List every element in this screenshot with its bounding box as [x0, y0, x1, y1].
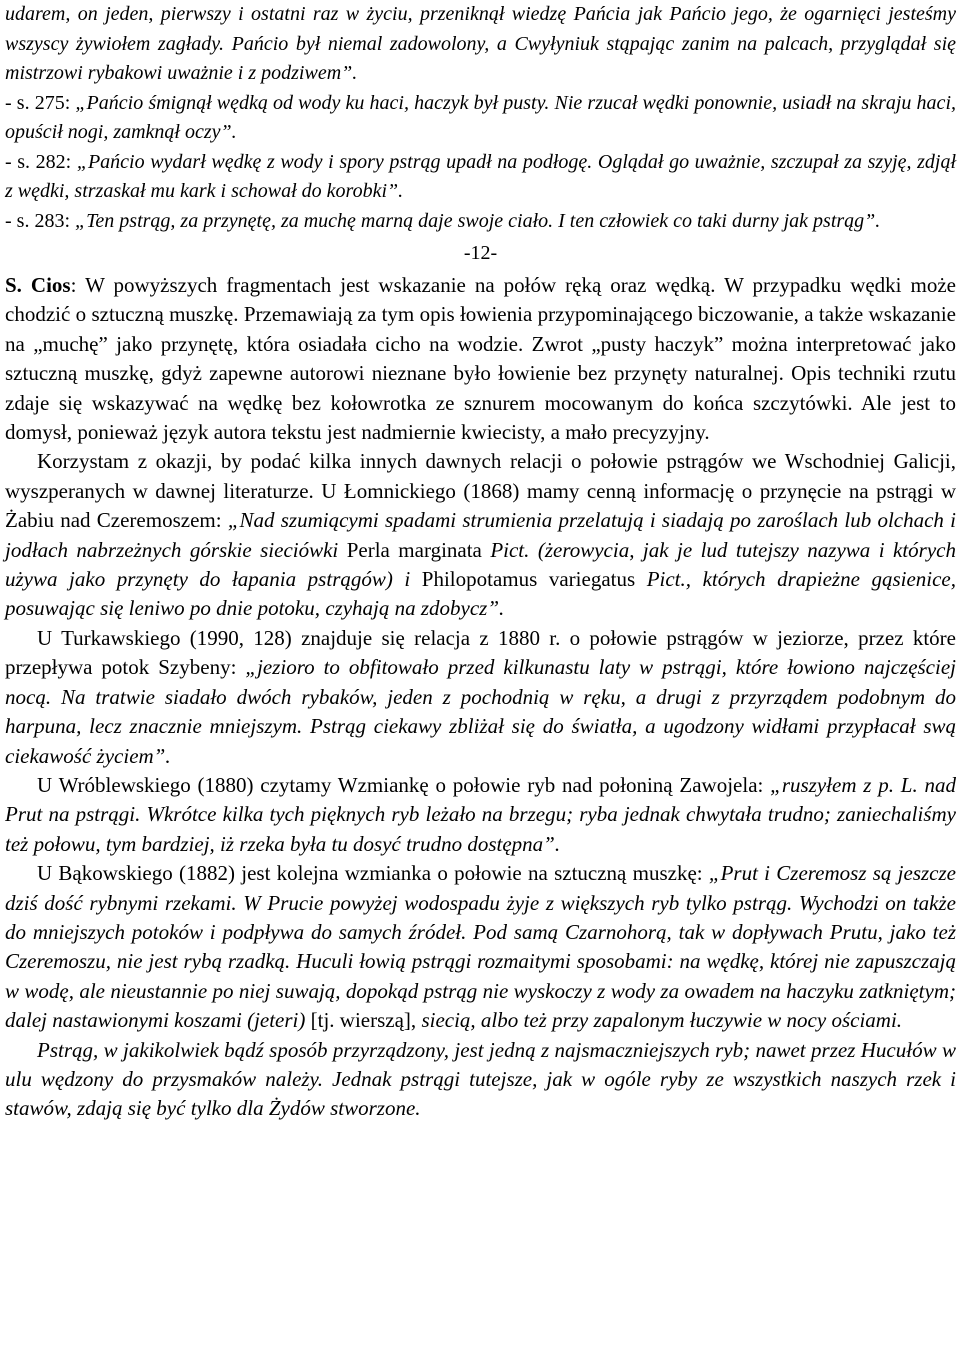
paragraph-text: : W powyższych fragmentach jest wskazanie na połów ręką oraz wędką. W przypadku wędki może chodzić o sztuczną muszkę. Przemawiają za tym opis łowienia przypominającego biczowanie, a także wskazanie na „muchę” jako przynętę, która osiadała cicho na wodzie. Zwrot „pusty haczyk” można interpretować jako sztuczną muszkę, gdyż zapewne autorowi nieznane było łowienie bez przynęty naturalnej. Opis techniki rzutu zdaje się wskazywać na wędkę bez kołowrotka ze sznurem mocowanym do końca szczytówki. Ale jest to domysł, ponieważ język autora tekstu jest nadmiernie kwiecisty, a mało precyzyjny. — [5, 273, 956, 445]
quote-text: „Ten pstrąg, za przynętę, za muchę marną daje swoje ciało. I ten człowiek co taki durny jak pstrąg”. — [75, 209, 881, 232]
quote-paragraph — [5, 0, 956, 89]
quote-text: „Pańcio śmignął wędką od wody ku haci, haczyk był pusty. Nie rzucał wędki ponownie, usiadł na skraju haci, opuścił nogi, zamknął oczy”. — [5, 91, 956, 143]
quote-paragraph — [5, 89, 956, 148]
quote-text: siecią, albo też przy zapalonym łuczywie w nocy ościami. — [421, 1008, 903, 1033]
quote-text: „jezioro to obfitowało przed kilkunastu laty w pstrągi, które łowiono najczęściej nocą. Na tratwie siadało dwóch rybaków, jeden z pochodnią w ręku, a drugi z przyrządem podobnym do harpuna, lecz znacznie mniejszym. Pstrąg ciekawy zbliżał się do światła, a ugodzony widłami przypłacał swą ciekawość życiem”. — [5, 655, 956, 768]
quoted-fragments — [5, 0, 956, 236]
paragraph-lomnicki — [5, 447, 956, 623]
paragraph-wroblewski — [5, 771, 956, 859]
quote-text: Pict. (żerowycia, jak je lud tutejszy nazywa i których używa jako przynęty do łapania pstrągów) i — [5, 537, 956, 592]
quote-text: „Pańcio wydarł wędkę z wody i spory pstrąg upadł na podłogę. Oglądał go uważnie, szczupał za szyję, zdjął z wędki, strzaskał mu kark i schował do korobki”. — [5, 150, 957, 202]
body-text — [5, 271, 956, 1124]
quote-paragraph — [5, 148, 956, 207]
quote-text: „ruszyłem z p. L. nad Prut na pstrągi. Wkrótce kilka tych pięknych ryb leżało na brzegu; ryba jednak chwytała trudno; zaniechaliśmy też połowu, tym bardziej, iż rzeka była tu dosyć trudno dostępna”. — [5, 772, 956, 856]
paragraph-pstrag — [5, 1036, 956, 1124]
quote-text: udarem, on jeden, pierwszy i ostatni raz w życiu, przeniknął wiedzę Pańcia jak Pańcio jego, że ogarnięci jesteśmy wszyscy żywiołem zagłady. Pańcio był niemal zadowolony, a Cwyłyniuk stąpając zanim na palcach, przyglądał się mistrzowi rybakowi uważnie i z podziwem”. — [5, 3, 956, 84]
page-number: -12- — [463, 242, 498, 264]
paragraph-text: Korzystam z okazji, by podać kilka innych dawnych relacji o połowie pstrągów we Wschodniej Galicji, wyszperanych w dawnej literaturze. U Łomnickiego (1868) mamy cenną informację o przynęcie na pstrągi w Żabiu nad Czeremoszem: — [5, 449, 956, 533]
paragraph-text: U Turkawskiego (1990, 128) znajduje się relacja z 1880 r. o połowie pstrągów w jeziorze, przez które przepływa potok Szybeny: — [5, 625, 956, 680]
species-name: Perla marginata — [338, 537, 491, 562]
species-name: Philopotamus variegatus — [410, 567, 647, 592]
editor-insert: [tj. wierszą], — [305, 1008, 422, 1033]
paragraph-text: U Wróblewskiego (1880) czytamy Wzmiankę o połowie ryb nad połoniną Zawojela: — [37, 772, 771, 797]
quote-text: Pstrąg, w jakikolwiek bądź sposób przyrządzony, jest jedną z najsmaczniejszych ryb; nawet przez Hucułów w ulu wędzony do przysmaków należy. Jednak pstrągi tutejsze, jak w ogóle ryby ze wszystkich naszych rzek i stawów, zdają się być tylko dla Żydów stworzone. — [5, 1037, 956, 1121]
paragraph-text: U Bąkowskiego (1882) jest kolejna wzmianka o połowie na sztuczną muszkę: — [37, 861, 709, 886]
quote-paragraph — [5, 207, 956, 237]
paragraph-bakowski — [5, 859, 956, 1035]
quote-text: „Prut i Czeremosz są jeszcze dziś dość rybnymi rzekami. W Prucie powyżej wodospadu żyje z większych ryb tylko pstrąg. Wychodzi on także do mniejszych potoków i podpływa do samych źródeł. Pod samą Czarnohorą, tak w dopływach Prutu, jako też Czeremoszu, nie jest rybą rzadką. Huculi łowią pstrągi rozmaitymi sposobami: na wędkę, której nie zapuszczają w wodę, ale nieustannie po niej suwają, dopokąd pstrąg nie wyskoczy z wody za owadem na haczyku zatkniętym; dalej nastawionymi koszami (jeteri) — [5, 861, 956, 1033]
paragraph-commentary — [5, 271, 956, 447]
author-label: S. Cios — [5, 273, 71, 297]
paragraph-turkawski — [5, 624, 956, 771]
quote-text: „Nad szumiącymi spadami strumienia przelatują i siadają po zaroślach lub olchach i jodłach nabrzeżnych górskie sieciówki — [5, 508, 957, 562]
quote-lead: - s. 282: — [5, 150, 77, 173]
quote-lead: - s. 283: — [5, 209, 75, 232]
quote-text: Pict., których drapieżne gąsienice, posuwając się leniwo po dnie potoku, czyhają na zdobycz”. — [5, 567, 956, 621]
quote-lead: - s. 275: — [5, 91, 76, 114]
